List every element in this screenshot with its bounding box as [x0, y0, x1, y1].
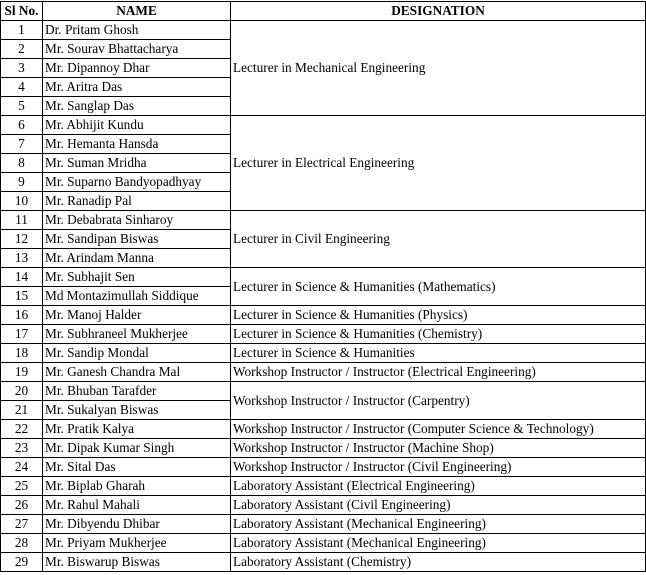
sl-no-cell: 2	[1, 40, 43, 59]
name-cell: Mr. Ganesh Chandra Mal	[43, 363, 231, 382]
name-cell: Mr. Dipannoy Dhar	[43, 59, 231, 78]
table-row	[1, 268, 646, 287]
sl-no-cell: 19	[1, 363, 43, 382]
name-cell: Mr. Rahul Mahali	[43, 496, 231, 515]
name-cell: Mr. Suparno Bandyopadhyay	[43, 173, 231, 192]
sl-no-cell: 13	[1, 249, 43, 268]
designation-cell: Lecturer in Science & Humanities	[231, 344, 646, 363]
header-name: NAME	[43, 2, 231, 21]
name-cell: Mr. Abhijit Kundu	[43, 116, 231, 135]
table-row	[1, 382, 646, 401]
name-cell: Mr. Sital Das	[43, 458, 231, 477]
table-row	[1, 325, 646, 344]
sl-no-cell: 17	[1, 325, 43, 344]
designation-cell: Lecturer in Science & Humanities (Physics)	[231, 306, 646, 325]
table-row	[1, 534, 646, 553]
name-cell: Mr. Bhuban Tarafder	[43, 382, 231, 401]
designation-cell: Lecturer in Science & Humanities (Mathematics)	[231, 268, 646, 306]
name-cell: Mr. Ranadip Pal	[43, 192, 231, 211]
sl-no-cell: 23	[1, 439, 43, 458]
name-cell: Mr. Sanglap Das	[43, 97, 231, 116]
sl-no-cell: 5	[1, 97, 43, 116]
sl-no-cell: 6	[1, 116, 43, 135]
sl-no-cell: 22	[1, 420, 43, 439]
name-cell: Mr. Sukalyan Biswas	[43, 401, 231, 420]
sl-no-cell: 12	[1, 230, 43, 249]
designation-cell: Lecturer in Electrical Engineering	[231, 116, 646, 211]
name-cell: Mr. Arindam Manna	[43, 249, 231, 268]
name-cell: Mr. Sourav Bhattacharya	[43, 40, 231, 59]
table-row	[1, 439, 646, 458]
sl-no-cell: 11	[1, 211, 43, 230]
sl-no-cell: 25	[1, 477, 43, 496]
sl-no-cell: 4	[1, 78, 43, 97]
name-cell: Mr. Hemanta Hansda	[43, 135, 231, 154]
designation-cell: Workshop Instructor / Instructor (Carpentry)	[231, 382, 646, 420]
sl-no-cell: 1	[1, 21, 43, 40]
sl-no-cell: 14	[1, 268, 43, 287]
table-row	[1, 458, 646, 477]
header-designation: DESIGNATION	[231, 2, 646, 21]
name-cell: Mr. Dibyendu Dhibar	[43, 515, 231, 534]
name-cell: Mr. Biswarup Biswas	[43, 553, 231, 572]
designation-cell: Laboratory Assistant (Civil Engineering)	[231, 496, 646, 515]
name-cell: Mr. Sandip Mondal	[43, 344, 231, 363]
designation-cell: Lecturer in Mechanical Engineering	[231, 21, 646, 116]
table-row	[1, 496, 646, 515]
designation-cell: Workshop Instructor / Instructor (Computer Science & Technology)	[231, 420, 646, 439]
table-row	[1, 553, 646, 572]
name-cell: Mr. Subhajit Sen	[43, 268, 231, 287]
sl-no-cell: 8	[1, 154, 43, 173]
name-cell: Mr. Dipak Kumar Singh	[43, 439, 231, 458]
name-cell: Mr. Debabrata Sinharoy	[43, 211, 231, 230]
header-row	[1, 2, 646, 21]
table-row	[1, 420, 646, 439]
name-cell: Mr. Suman Mridha	[43, 154, 231, 173]
name-cell: Mr. Aritra Das	[43, 78, 231, 97]
staff-table	[0, 1, 646, 572]
sl-no-cell: 18	[1, 344, 43, 363]
designation-cell: Lecturer in Science & Humanities (Chemistry)	[231, 325, 646, 344]
designation-cell: Workshop Instructor / Instructor (Machine Shop)	[231, 439, 646, 458]
designation-cell: Workshop Instructor / Instructor (Civil Engineering)	[231, 458, 646, 477]
designation-cell: Workshop Instructor / Instructor (Electrical Engineering)	[231, 363, 646, 382]
table-row	[1, 116, 646, 135]
sl-no-cell: 3	[1, 59, 43, 78]
name-cell: Mr. Subhraneel Mukherjee	[43, 325, 231, 344]
sl-no-cell: 27	[1, 515, 43, 534]
sl-no-cell: 10	[1, 192, 43, 211]
designation-cell: Lecturer in Civil Engineering	[231, 211, 646, 268]
table-row	[1, 344, 646, 363]
header-sl-no: Sl No.	[1, 2, 43, 21]
designation-cell: Laboratory Assistant (Mechanical Engineering)	[231, 534, 646, 553]
sl-no-cell: 7	[1, 135, 43, 154]
sl-no-cell: 26	[1, 496, 43, 515]
sl-no-cell: 15	[1, 287, 43, 306]
sl-no-cell: 9	[1, 173, 43, 192]
sl-no-cell: 16	[1, 306, 43, 325]
sl-no-cell: 28	[1, 534, 43, 553]
table-row	[1, 515, 646, 534]
table-row	[1, 211, 646, 230]
name-cell: Mr. Manoj Halder	[43, 306, 231, 325]
name-cell: Mr. Pratik Kalya	[43, 420, 231, 439]
name-cell: Mr. Priyam Mukherjee	[43, 534, 231, 553]
sl-no-cell: 29	[1, 553, 43, 572]
sl-no-cell: 21	[1, 401, 43, 420]
table-row	[1, 306, 646, 325]
designation-cell: Laboratory Assistant (Chemistry)	[231, 553, 646, 572]
table-row	[1, 363, 646, 382]
name-cell: Mr. Sandipan Biswas	[43, 230, 231, 249]
name-cell: Md Montazimullah Siddique	[43, 287, 231, 306]
table-row	[1, 21, 646, 40]
table-row	[1, 477, 646, 496]
sl-no-cell: 20	[1, 382, 43, 401]
name-cell: Dr. Pritam Ghosh	[43, 21, 231, 40]
sl-no-cell: 24	[1, 458, 43, 477]
designation-cell: Laboratory Assistant (Mechanical Engineering)	[231, 515, 646, 534]
designation-cell: Laboratory Assistant (Electrical Engineering)	[231, 477, 646, 496]
name-cell: Mr. Biplab Gharah	[43, 477, 231, 496]
